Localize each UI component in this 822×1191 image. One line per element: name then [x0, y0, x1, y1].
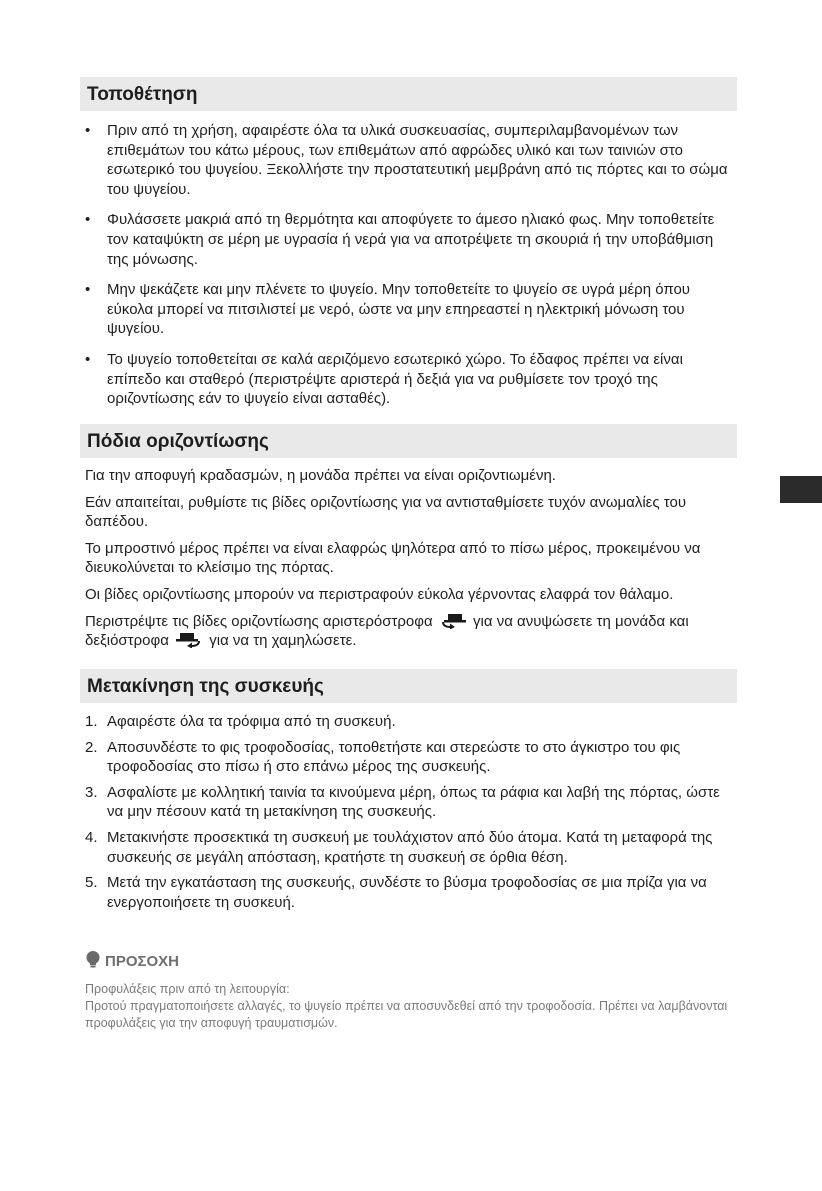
- bullet-mark: •: [85, 281, 91, 299]
- step-text: Μετά την εγκατάσταση της συσκευής, συνδέστε το βύσμα τροφοδοσίας σε μια πρίζα για να ενεργοποιήσετε τη συσκευή.: [107, 874, 707, 911]
- leveling-paragraph: Για την αποφυγή κραδασμών, η μονάδα πρέπει να είναι οριζοντιωμένη.: [85, 467, 556, 484]
- caution-bulb-icon: [85, 951, 101, 972]
- leveling-paragraph: Το μπροστινό μέρος πρέπει να είναι ελαφρώς ψηλότερα από το πίσω μέρος, προκειμένου να διευκολύνεται το κλείσιμο της πόρτας.: [85, 539, 701, 577]
- caution-line: Προφυλάξεις πριν από τη λειτουργία:: [85, 982, 290, 996]
- bullet-mark: •: [85, 122, 91, 139]
- step-text: Αφαιρέστε όλα τα τρόφιμα από τη συσκευή.: [107, 713, 396, 730]
- leveling-paragraph: Οι βίδες οριζοντίωσης μπορούν να περιστραφούν εύκολα γέρνοντας ελαφρά τον θάλαμο.: [85, 585, 674, 603]
- caution-line: Προτού πραγματοποιήσετε αλλαγές, το ψυγείο πρέπει να αποσυνδεθεί από την τροφοδοσία. Πρέπει να λαμβάνονται προφυλάξεις για την αποφυγή τραυματισμών.: [85, 999, 728, 1030]
- leveling-text-part: για να ανυψώσετε τη μονάδα και δεξιόστροφα: [85, 612, 689, 650]
- moving-content: [85, 712, 735, 918]
- leveling-content: [85, 466, 735, 658]
- list-item: [85, 121, 735, 199]
- step-text: Μετακινήστε προσεκτικά τη συσκευή με τουλάχιστον από δύο άτομα. Κατά τη μεταφορά της συσκευής σε μεγάλη απόσταση, κρατήστε τη συσκευή σε όρθια θέση.: [107, 828, 713, 866]
- list-item: [85, 280, 735, 339]
- list-item-text: Πριν από τη χρήση, αφαιρέστε όλα τα υλικά συσκευασίας, συμπεριλαμβανομένων των επιθεμάτων του κάτω μέρους, των επιθεμάτων από αφρώδες υλικό και των ταινιών στο εσωτερικό του ψυγείου. Ξεκολλήστε την προστατευτική μεμβράνη από τις πόρτες και το σώμα του ψυγείου.: [107, 122, 728, 198]
- step-text: Αποσυνδέστε το φις τροφοδοσίας, τοποθετήστε και στερεώστε το στο άγκιστρο του φις τροφοδοσίας στο πίσω ή στο επάνω μέρος της συσκευής.: [107, 738, 681, 776]
- bullet-mark: •: [85, 211, 91, 229]
- list-item-text: Μην ψεκάζετε και μην πλένετε το ψυγείο. Μην τοποθετείτε το ψυγείο σε υγρά μέρη όπου εύκολα μπορεί να πιτσιλιστεί με νερό, ώστε να μην επηρεαστεί η ηλεκτρική μόνωση του ψυγείου.: [107, 281, 691, 338]
- leveling-text-part: Περιστρέψτε τις βίδες οριζοντίωσης αριστερόστροφα: [85, 612, 433, 630]
- leveling-text-part: για να τη χαμηλώσετε.: [209, 632, 357, 650]
- list-item-text: Φυλάσσετε μακριά από τη θερμότητα και αποφύγετε το άμεσο ηλιακό φως. Μην τοποθετείτε τον καταψύκτη σε μέρη με υγρασία ή νερά για να αποτρέψετε τη σκουριά ή την υποβάθμιση της μόνωσης.: [107, 211, 715, 268]
- caution-heading: [85, 951, 735, 972]
- caution-note: [85, 951, 735, 1032]
- step-number: 5.: [85, 874, 98, 892]
- step-number: 2.: [85, 738, 98, 756]
- clockwise-rotate-icon: [175, 632, 203, 648]
- step-item: [85, 783, 735, 822]
- list-item: [85, 350, 735, 409]
- step-number: 1.: [85, 713, 98, 730]
- caution-label: ΠΡΟΣΟΧΗ: [105, 953, 180, 970]
- moving-steps: [85, 712, 735, 912]
- step-item: [85, 873, 735, 912]
- step-item: [85, 828, 735, 867]
- installation-content: [85, 121, 735, 420]
- leveling-rotation-paragraph: [85, 612, 735, 651]
- section-title-leveling: Πόδια οριζοντίωσης: [80, 424, 737, 458]
- leveling-paragraph: Εάν απαιτείται, ρυθμίστε τις βίδες οριζοντίωσης για να αντισταθμίσετε τυχόν ανωμαλίες του δαπέδου.: [85, 493, 687, 531]
- side-tab-marker: [780, 476, 822, 503]
- section-title-installation: Τοποθέτηση: [80, 77, 737, 111]
- caution-body: [85, 981, 735, 1032]
- bullet-mark: •: [85, 350, 91, 368]
- step-number: 3.: [85, 783, 98, 801]
- step-number: 4.: [85, 828, 98, 846]
- step-item: [85, 738, 735, 777]
- step-item: [85, 712, 735, 732]
- step-text: Ασφαλίστε με κολλητική ταινία τα κινούμενα μέρη, όπως τα ράφια και λαβή της πόρτας, ώστε να μην πέσουν κατά τη μετακίνηση της συσκευής.: [107, 783, 720, 821]
- list-item: [85, 210, 735, 269]
- section-title-moving: Μετακίνηση της συσκευής: [80, 669, 737, 703]
- counterclockwise-rotate-icon: [439, 613, 467, 629]
- list-item-text: Το ψυγείο τοποθετείται σε καλά αεριζόμενο εσωτερικό χώρο. Το έδαφος πρέπει να είναι επίπεδο και σταθερό (περιστρέψτε αριστερά ή δεξιά για να ρυθμίσετε τον τροχό της οριζοντίωσης εάν το ψυγείο είναι ασταθές).: [107, 350, 683, 408]
- installation-list: [85, 121, 735, 409]
